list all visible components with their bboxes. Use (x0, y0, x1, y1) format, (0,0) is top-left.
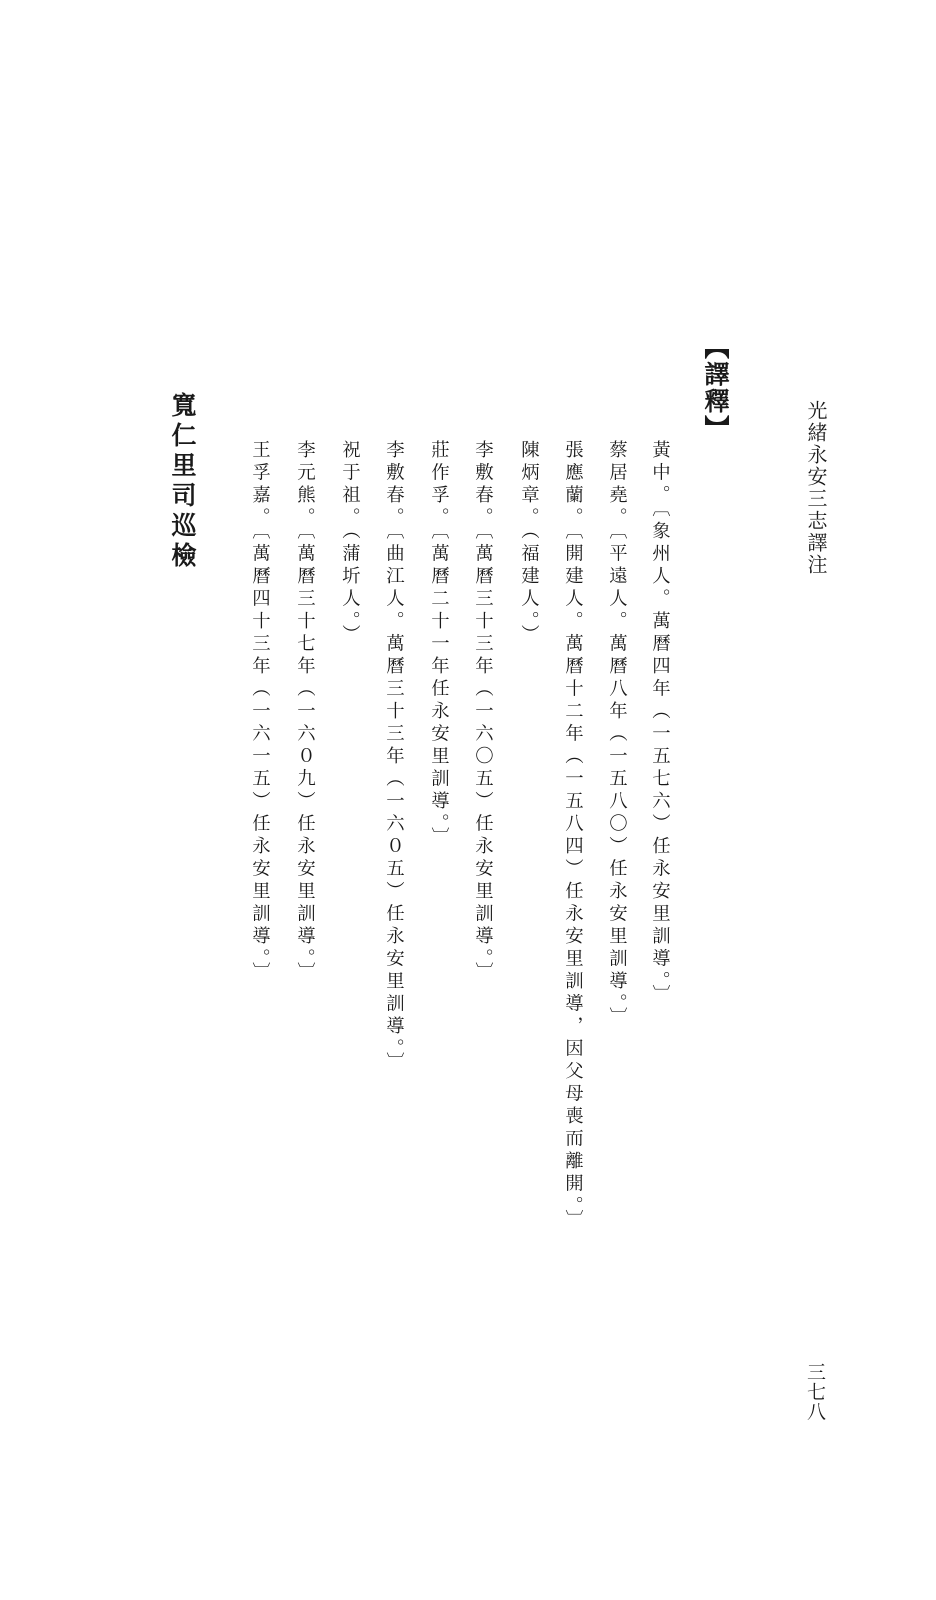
annotation-entry: 李元熊。〔萬曆三十七年（一六０九）任永安里訓導。〕 (294, 440, 316, 985)
page-number: 三七八 (804, 1362, 826, 1422)
annotation-entry: 張應蘭。〔開建人。萬曆十二年（一五八四）任永安里訓導，因父母喪而離開。〕 (562, 440, 584, 1232)
annotation-entry: 祝于祖。（蒲圻人。） (339, 440, 361, 647)
annotation-entry: 陳炳章。（福建人。） (518, 440, 540, 647)
annotation-entry: 王孚嘉。〔萬曆四十三年（一六一五）任永安里訓導。〕 (249, 440, 271, 985)
book-title: 光緒永安三志譯注 (804, 400, 828, 576)
annotation-entry: 蔡居堯。〔平遠人。萬曆八年（一五八〇）任永安里訓導。〕 (606, 440, 628, 1030)
annotation-entry: 黃中。〔象州人。萬曆四年（一五七六）任永安里訓導。〕 (649, 440, 671, 1007)
annotation-entry: 李敷春。〔萬曆三十三年（一六〇五）任永安里訓導。〕 (472, 440, 494, 985)
annotation-entry: 李敷春。〔曲江人。萬曆三十三年（一六０五）任永安里訓導。〕 (383, 440, 405, 1075)
annotation-entry: 莊作孚。〔萬曆二十一年任永安里訓導。〕 (428, 440, 450, 850)
annotation-heading: 【譯釋】 (701, 334, 730, 442)
section-heading-kuanren-patrol: 寬仁里司巡檢 (168, 392, 197, 572)
